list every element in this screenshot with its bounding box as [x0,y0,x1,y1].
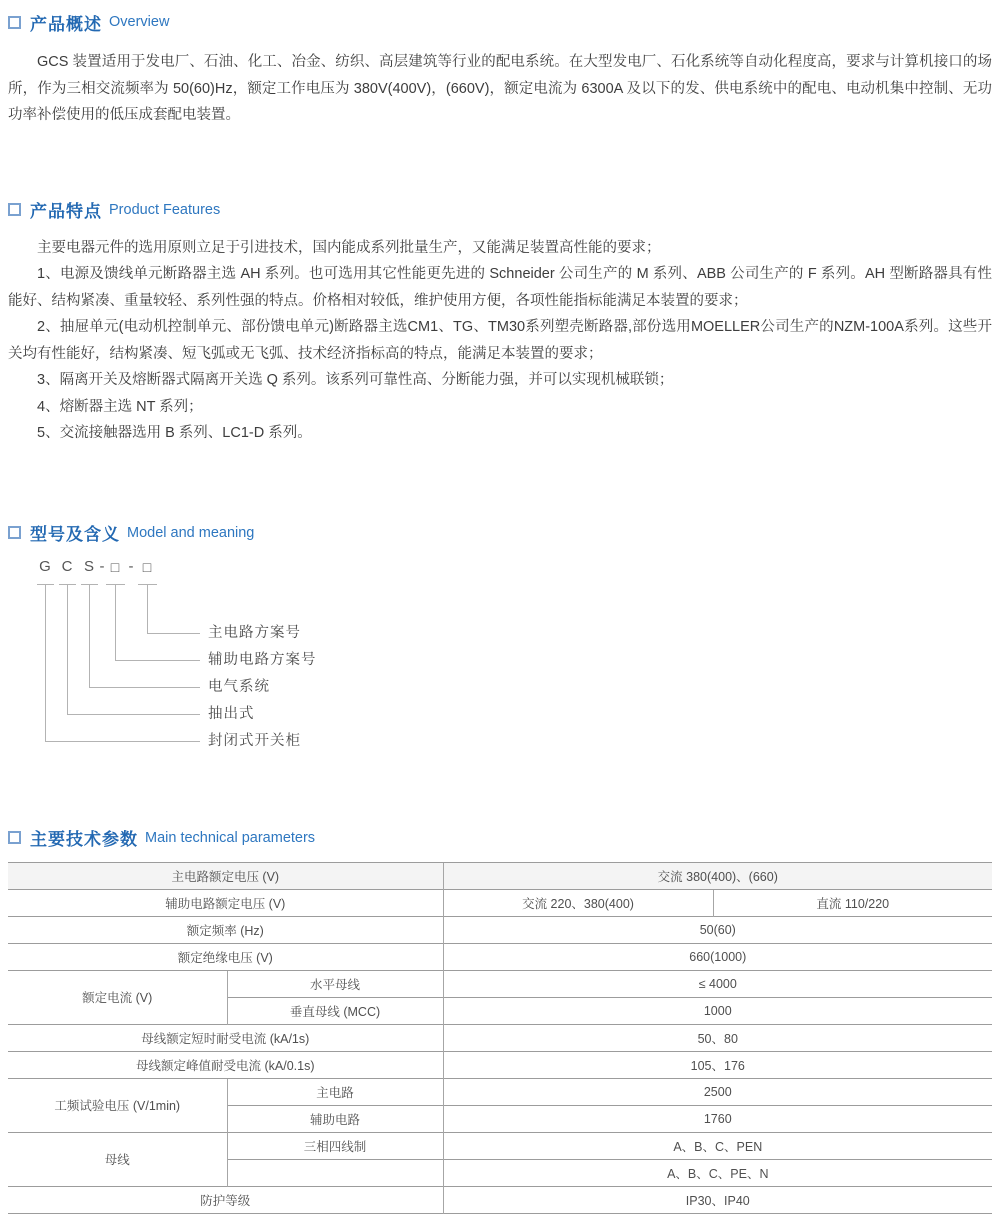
model-code-diagram [8,557,992,759]
feature-item-4: 4、熔断器主选 NT 系列； [37,398,203,415]
diagram-connector-line [115,660,200,661]
table-row [8,943,992,970]
section-heading-parameters [8,826,992,850]
model-label-electrical-system: 电气系统 [208,678,270,695]
features-list [8,235,992,447]
table-row [8,1051,992,1078]
parameters-title-en: Main technical parameters [145,829,316,846]
param-value-cell: 2500 [443,1078,992,1105]
param-value-cell: A、B、C、PE、N [443,1159,992,1186]
feature-item-2: 2、抽屉单元(电动机控制单元、部份馈电单元)断路器主选CM1、TG、TM30系列塑壳断路器,部份选用MOELLER公司生产的NZM-100A系列。这些开关均有性能好，结构紧凑、短飞弧或无飞弧、技术经济指标高的特点，能满足本装置的要求； [8,319,992,362]
table-row [8,1024,992,1051]
section-heading-model [8,521,992,545]
model-label-enclosed-switchgear: 封闭式开关柜 [208,732,301,749]
parameters-table [8,862,992,1214]
features-title-en: Product Features [109,201,221,218]
diagram-connector-line [67,714,200,715]
param-label-cell: 母线额定短时耐受电流 (kA/1s) [8,1024,443,1051]
section-bullet-icon [8,16,21,29]
param-sublabel-cell-empty [227,1159,443,1186]
model-code-char: - [128,557,134,575]
param-label-cell: 防护等级 [8,1186,443,1213]
param-value-cell: 1000 [443,997,992,1024]
section-heading-overview [8,10,992,34]
param-label-cell: 额定绝缘电压 (V) [8,943,443,970]
features-title-zh: 产品特点 [30,202,102,221]
model-code-box-icon: □ [110,558,120,575]
overview-title-zh: 产品概述 [30,14,102,34]
table-row [8,916,992,943]
param-sublabel-cell: 辅助电路 [227,1105,443,1132]
param-value-cell: A、B、C、PEN [443,1132,992,1159]
feature-item-3: 3、隔离开关及熔断器式隔离开关选 Q 系列。该系列可靠性高、分断能力强，并可以实现机械联锁； [37,372,674,388]
diagram-connector-line [115,584,116,660]
model-label-aux-circuit: 辅助电路方案号 [208,651,317,668]
param-value-cell: 50、80 [443,1024,992,1051]
model-code-box-icon: □ [142,558,152,575]
param-value-cell: 105、176 [443,1051,992,1078]
overview-paragraph: GCS 装置适用于发电厂、石油、化工、冶金、纺织、高层建筑等行业的配电系统。在大型发电厂、石化系统等自动化程度高，要求与计算机接口的场所，作为三相交流频率为 50(60)Hz，额定工作电压为 380V(400V)，(660V)，额定电流为 6300A 及以下的发、供电系统中的配电、电动机集中控制、无功功率补偿使用的低压成套配电装置。 [8,54,992,123]
param-sublabel-cell: 垂直母线 (MCC) [227,997,443,1024]
section-bullet-icon [8,526,21,539]
overview-title-en: Overview [109,14,170,30]
diagram-connector-line [45,584,46,741]
table-row [8,1186,992,1213]
param-value-cell: 660(1000) [443,943,992,970]
features-intro: 主要电器元件的选用原则立足于引进技术，国内能成系列批量生产，又能满足装置高性能的要求； [37,239,661,256]
table-row [8,1132,992,1159]
model-label-main-circuit: 主电路方案号 [208,624,301,641]
table-row [8,889,992,916]
param-sublabel-cell: 水平母线 [227,970,443,997]
param-value-cell: IP30、IP40 [443,1186,992,1213]
param-label-cell: 母线额定峰值耐受电流 (kA/0.1s) [8,1051,443,1078]
diagram-connector-line [89,584,90,687]
table-row [8,970,992,997]
param-value-cell: ≤ 4000 [443,970,992,997]
param-label-cell: 主电路额定电压 (V) [8,862,443,889]
table-row [8,862,992,889]
section-bullet-icon [8,203,21,216]
param-value-cell: 1760 [443,1105,992,1132]
param-group-cell: 额定电流 (V) [8,970,227,1024]
diagram-connector-line [147,633,200,634]
param-value-cell: 交流 380(400)、(660) [443,862,992,889]
param-label-cell: 辅助电路额定电压 (V) [8,889,443,916]
feature-item-1: 1、电源及馈线单元断路器主选 AH 系列。也可选用其它性能更先进的 Schneider 公司生产的 M 系列、ABB 公司生产的 F 系列。AH 型断路器具有性能好、结构紧凑、重量较轻、系列性强的特点。价格相对较低，维护使用方便，各项性能指标能满足本装置的要求； [8,266,992,309]
param-value-cell: 直流 110/220 [713,889,992,916]
model-code-char: S [83,557,94,575]
param-value-cell: 50(60) [443,916,992,943]
diagram-connector-line [89,687,200,688]
parameters-title-zh: 主要技术参数 [30,830,138,849]
model-label-withdrawable: 抽出式 [208,705,255,722]
param-sublabel-cell: 主电路 [227,1078,443,1105]
table-row [8,1078,992,1105]
param-label-cell: 额定频率 (Hz) [8,916,443,943]
model-code-char: - [99,557,105,575]
model-title-zh: 型号及含义 [30,525,120,544]
param-group-cell: 母线 [8,1132,227,1186]
feature-item-5: 5、交流接触器选用 B 系列、LC1-D 系列。 [37,425,312,441]
model-code-char: G [39,557,51,575]
param-group-cell: 工频试验电压 (V/1min) [8,1078,227,1132]
section-heading-features [8,198,992,222]
param-sublabel-cell: 三相四线制 [227,1132,443,1159]
model-title-en: Model and meaning [127,524,255,541]
param-value-cell: 交流 220、380(400) [443,889,713,916]
section-bullet-icon [8,831,21,844]
model-code-char: C [61,557,73,575]
diagram-connector-line [45,741,200,742]
diagram-connector-line [67,584,68,714]
diagram-connector-line [147,584,148,633]
